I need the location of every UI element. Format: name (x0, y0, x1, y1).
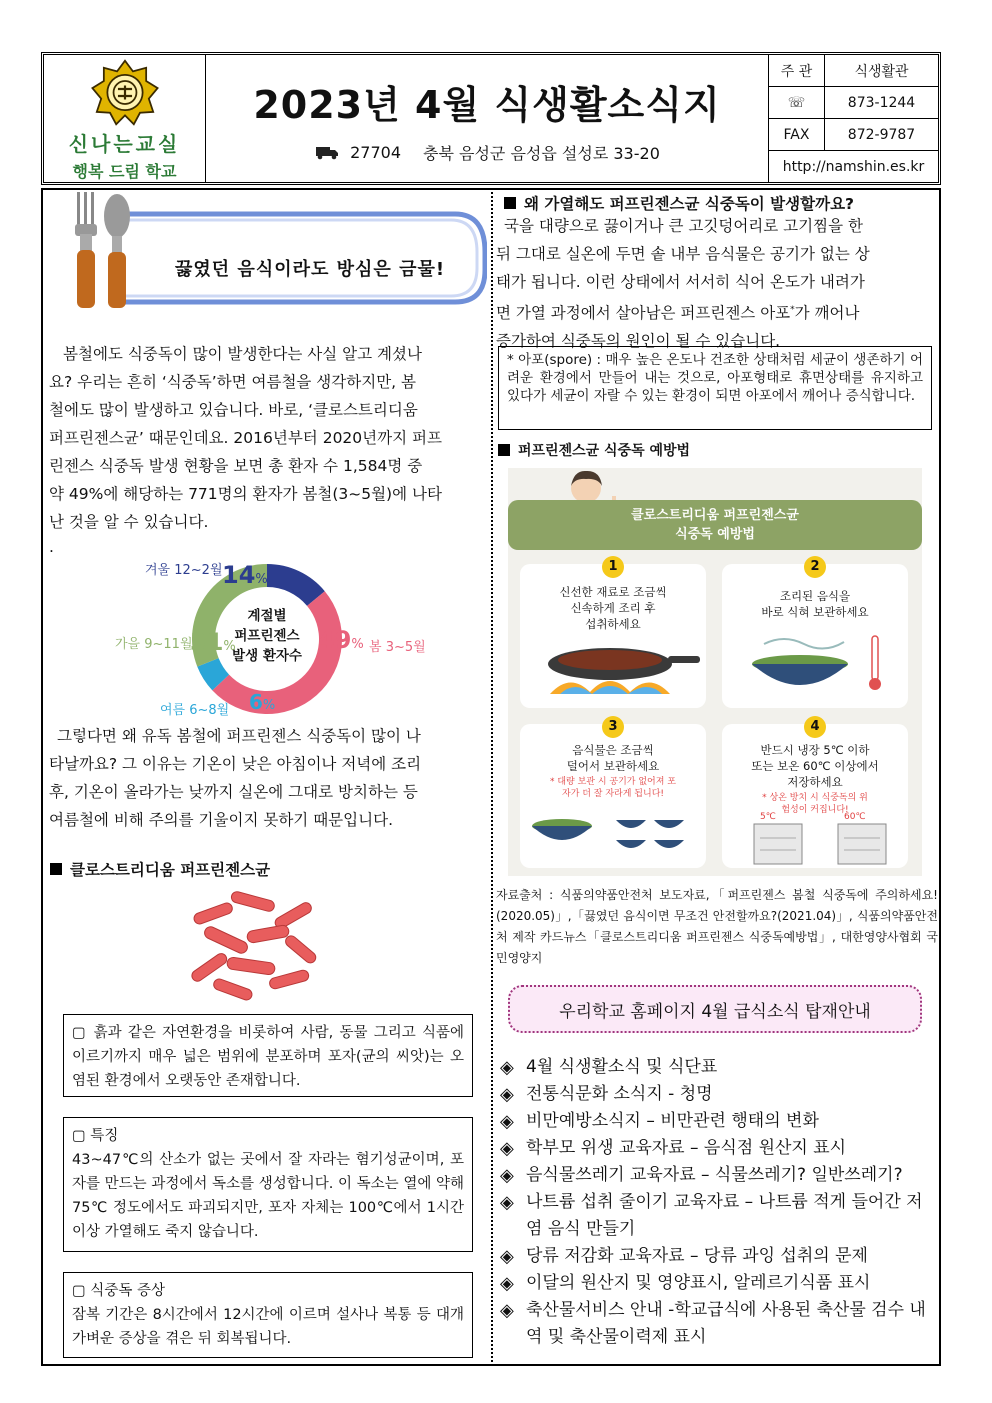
list-item (500, 1108, 938, 1135)
stray-dot: . (49, 538, 54, 556)
bacteria-illustration (183, 888, 325, 1002)
list-item-text: 축산물서비스 안내 -학교급식에 사용된 축산물 검수 내역 및 축산물이력제 표시 (526, 1300, 926, 1347)
why-line: 후, 기온이 올라가는 낮까지 실온에 그대로 방치하는 등 (49, 783, 418, 801)
contact-row (769, 119, 938, 151)
season-label-summer: 여름 6~8월 (160, 703, 230, 718)
contact-value: 873-1244 (847, 94, 916, 111)
fridge-temp-label: 5℃ (760, 812, 776, 822)
value-label-summer (249, 690, 275, 714)
why-heat-line: 뒤 그대로 실온에 두면 솥 내부 음식물은 공기가 없는 상 (496, 245, 870, 263)
small-bowls-icon (528, 804, 700, 864)
value-label-autumn-num: 31 (190, 628, 224, 656)
list-item-text: 전통식문화 소식지 - 청명 (526, 1084, 713, 1104)
list-item-text: 학부모 위생 교육자료 – 음식점 원산지 표시 (526, 1138, 847, 1158)
unit-label: % (223, 639, 236, 654)
diamond-bullet-icon: ◈ (500, 1246, 514, 1267)
list-item (500, 1135, 938, 1162)
school-slogan: 행복 드림 학교 (72, 162, 177, 181)
step-text-line: 또는 보온 60℃ 이상에서 (751, 759, 879, 773)
value-label-summer-num: 6 (249, 690, 263, 714)
intro-line: 난 것을 알 수 있습니다. (49, 513, 209, 531)
list-item-text: 음식물쓰레기 교육자료 – 식물쓰레기? 일반쓰레기? (526, 1165, 903, 1185)
step-number: 1 (602, 556, 624, 578)
step-card-1 (520, 559, 706, 708)
list-item (500, 1189, 938, 1243)
contact-value: 식생활관 (854, 63, 909, 80)
step-text-line: 덜어서 보관하세요 (566, 759, 660, 773)
step-warning: * 대량 보관 시 공기가 없어져 포자가 더 잘 자라게 됩니다! (550, 777, 676, 799)
why-line: 그렇다면 왜 유독 봄철에 퍼프린젠스 식중독이 많이 나 (57, 727, 421, 745)
diamond-bullet-icon: ◈ (500, 1084, 514, 1105)
diamond-bullet-icon: ◈ (500, 1300, 514, 1321)
step-text-line: 섭취하세요 (585, 617, 641, 631)
homepage-items-list (500, 1054, 938, 1351)
prevention-infographic (508, 468, 922, 876)
section-heading-text: 클로스트리디움 퍼프린젠스균 (70, 861, 271, 879)
contact-value: 872-9787 (847, 126, 916, 143)
step-text-line: 저장하세요 (787, 775, 843, 789)
why-heat-paragraph (496, 212, 938, 355)
bullet-square-icon (50, 863, 62, 875)
school-emblem-icon (87, 59, 163, 126)
value-label-winter (222, 561, 268, 589)
list-item-text: 이달의 원산지 및 영양표시, 알레르기식품 표시 (526, 1273, 871, 1293)
value-label-spring (318, 626, 364, 654)
intro-line: 약 49%에 해당하는 771명의 환자가 봄철(3~5월)에 나타 (49, 485, 442, 503)
spore-note-box: * 아포(spore) : 매우 높은 온도나 건조한 상태처럼 세균이 생존하기 어려운 환경에서 만들어 내는 것으로, 아포형태로 휴면상태를 유지하고 있다가 세균이 자랄 수 있는 환경이 되면 아포에서 깨어나 증식합니다. (498, 346, 932, 430)
season-label-winter: 겨울 12~2월 (145, 563, 223, 578)
list-item (500, 1162, 938, 1189)
value-label-spring-num: 49 (318, 626, 352, 654)
list-item-text: 당류 저감화 교육자료 – 당류 과잉 섭취의 문제 (526, 1246, 868, 1266)
value-label-winter-num: 14 (222, 561, 256, 589)
diamond-bullet-icon: ◈ (500, 1138, 514, 1159)
school-name: 신나는교실 (68, 132, 181, 156)
step-card-2 (722, 559, 908, 708)
header-table (41, 52, 941, 185)
step-text-line: 조리된 음식을 (779, 589, 851, 603)
why-heat-line-b: 가 깨어나 (794, 304, 860, 323)
section-heading-bacteria (50, 858, 270, 880)
frying-pan-icon (530, 634, 700, 706)
box-title: ▢ 식중독 증상 (72, 1283, 165, 1299)
step-text (722, 588, 908, 620)
school-logo-cell (44, 55, 206, 182)
list-item (500, 1297, 938, 1351)
intro-line: 요? 우리는 흔히 ‘식중독’하면 여름철을 생각하지만, 봄 (49, 373, 417, 391)
step-number: 4 (804, 716, 826, 738)
step-text-line: 반드시 냉장 5℃ 이하 (760, 743, 870, 757)
why-heat-line: 국을 대량으로 끓이거나 큰 고깃덩어리로 고기찜을 한 (504, 217, 863, 235)
list-item-text: 4월 식생활소식 및 식단표 (526, 1057, 718, 1077)
step-text (520, 742, 706, 774)
street-address: 충북 음성군 음성읍 설성로 33-20 (423, 143, 660, 163)
why-line: 타날까요? 그 이유는 기온이 낮은 아침이나 저녁에 조리 (49, 755, 422, 773)
cooling-bowl-icon (744, 630, 894, 700)
infographic-title-1: 클로스트리디움 퍼프린젠스균 (631, 508, 799, 523)
diamond-bullet-icon: ◈ (500, 1192, 514, 1213)
list-item (500, 1081, 938, 1108)
intro-line: 봄철에도 식중독이 많이 발생한다는 사실 알고 계셨나 (63, 345, 422, 363)
intro-line: 퍼프린젠스균’ 때문인데요. 2016년부터 2020년까지 퍼프 (49, 429, 442, 447)
bacteria-box-features (63, 1117, 473, 1252)
season-label-autumn: 가을 9~11월 (115, 637, 193, 652)
step-text-line: 음식물은 조금씩 (572, 743, 654, 757)
infographic-title-2: 식중독 예방법 (675, 527, 755, 542)
donut-title-line: 퍼프린젠스 (234, 628, 300, 644)
fork-icon (75, 192, 97, 308)
step-text-line: 신속하게 조리 후 (570, 601, 656, 615)
step-card-4 (722, 719, 908, 868)
why-heat-line-a: 면 가열 과정에서 살아남은 퍼프린젠스 아포 (496, 304, 791, 323)
donut-title-line: 계절별 (247, 608, 287, 624)
unit-label: % (255, 572, 268, 587)
banner-text: 끓였던 음식이라도 방심은 금물! (175, 259, 446, 280)
homepage-url[interactable]: http://namshin.es.kr (782, 158, 925, 175)
intro-line: 린젠스 식중독 발생 현황을 보면 총 환자 수 1,584명 중 (49, 457, 423, 475)
refrigerator-icon (752, 820, 892, 866)
contact-table (768, 55, 938, 182)
step-number: 2 (804, 556, 826, 578)
intro-paragraph (49, 340, 486, 558)
unit-label: % (262, 698, 276, 713)
intro-line: 철에도 많이 발생하고 있습니다. 바로, ‘클로스트리디움 (49, 401, 418, 419)
address-line (314, 141, 660, 164)
value-label-autumn (190, 628, 236, 656)
mail-truck-icon (314, 144, 340, 160)
bullet-square-icon (498, 444, 510, 456)
bacteria-box-symptoms (63, 1272, 473, 1358)
why-heat-line (496, 296, 938, 327)
season-label-spring: 봄 3~5월 (369, 640, 426, 655)
why-heat-line: 태가 됩니다. 이런 상태에서 서서히 식어 온도가 내려가 (496, 273, 865, 291)
list-item-text: 나트륨 섭취 줄이기 교육자료 – 나트륨 적게 들어간 저염 음식 만들기 (526, 1192, 923, 1239)
step-text-line: 신선한 재료로 조금씩 (559, 585, 667, 599)
fridge-temp-label: 60℃ (844, 812, 866, 822)
section-heading-text: 퍼프린젠스균 식중독 예방법 (518, 443, 691, 459)
diamond-bullet-icon: ◈ (500, 1057, 514, 1078)
list-item-text: 비만예방소식지 – 비만관련 행태의 변화 (526, 1111, 819, 1131)
step-warning: * 상온 방치 시 식중독의 위험성이 커집니다! (762, 793, 868, 815)
title-cell (206, 55, 768, 182)
bullet-square-icon (504, 197, 516, 209)
homepage-notice-pill: 우리학교 홈페이지 4월 급식소식 탑재안내 (508, 985, 922, 1033)
page-title: 2023년 4월 식생활소식지 (253, 82, 721, 127)
diamond-bullet-icon: ◈ (500, 1165, 514, 1186)
box-title: ▢ 특징 (72, 1128, 119, 1144)
phone-icon: ☏ (769, 87, 825, 118)
diamond-bullet-icon: ◈ (500, 1273, 514, 1294)
step-text-line: 바로 식혀 보관하세요 (761, 605, 869, 619)
why-line: 여름철에 비해 주의를 기울이지 못하기 때문입니다. (49, 811, 393, 829)
source-citation: 자료출처 : 식품의약품안전처 보도자료,「퍼프린젠스 봄철 식중독에 주의하세요!(2020.05)」,「끓였던 음식이면 무조건 안전할까요?(2021.04)」, 식품의약품안전처 제작 카드뉴스「클로스트리디움 퍼프린젠스 식중독예방법」, 대한영양사협회 국민영양지 (496, 888, 938, 965)
donut-title-line: 발생 환자수 (232, 648, 302, 664)
bacteria-box-habitat: ▢ 흙과 같은 자연환경을 비롯하여 사람, 동물 그리고 식품에 이르기까지 매우 넓은 범위에 분포하며 포자(균의 씨앗)는 오염된 환경에서 오랫동안 존재합니다. (63, 1014, 473, 1097)
why-paragraph (49, 722, 486, 834)
contact-row (769, 55, 938, 87)
list-item (500, 1054, 938, 1081)
infographic-title-bar (508, 500, 922, 550)
section-heading-prevention (498, 440, 690, 460)
contact-key: 주 관 (769, 55, 825, 86)
box-body: 43~47℃의 산소가 없는 곳에서 잘 자라는 혐기성균이며, 포자를 만드는 과정에서 독소를 생성합니다. 이 독소는 열에 약해 75℃ 정도에서도 파괴되지만, 포자 자체는 100℃에서 1시간 이상 가열해도 죽지 않습니다. (72, 1152, 464, 1240)
footnote-mark: * (790, 305, 795, 315)
section-heading-why (504, 192, 854, 214)
contact-row (769, 151, 938, 182)
step-text (722, 742, 908, 790)
contact-row (769, 87, 938, 119)
postal-code: 27704 (350, 142, 402, 162)
column-divider (491, 188, 493, 1366)
why-heat-line: 증가하여 식중독의 원인이 될 수 있습니다. (496, 332, 781, 351)
diamond-bullet-icon: ◈ (500, 1111, 514, 1132)
step-card-3 (520, 719, 706, 868)
box-body: 잠복 기간은 8시간에서 12시간에 이르며 설사나 복통 등 대개 가벼운 증상을 겪은 뒤 회복됩니다. (72, 1307, 464, 1347)
step-text (520, 584, 706, 632)
list-item (500, 1243, 938, 1270)
contact-key: FAX (769, 119, 825, 150)
unit-label: % (351, 637, 364, 652)
section-heading-text: 왜 가열해도 퍼프린젠스균 식중독이 발생할까요? (524, 195, 855, 213)
step-number: 3 (602, 716, 624, 738)
list-item (500, 1270, 938, 1297)
